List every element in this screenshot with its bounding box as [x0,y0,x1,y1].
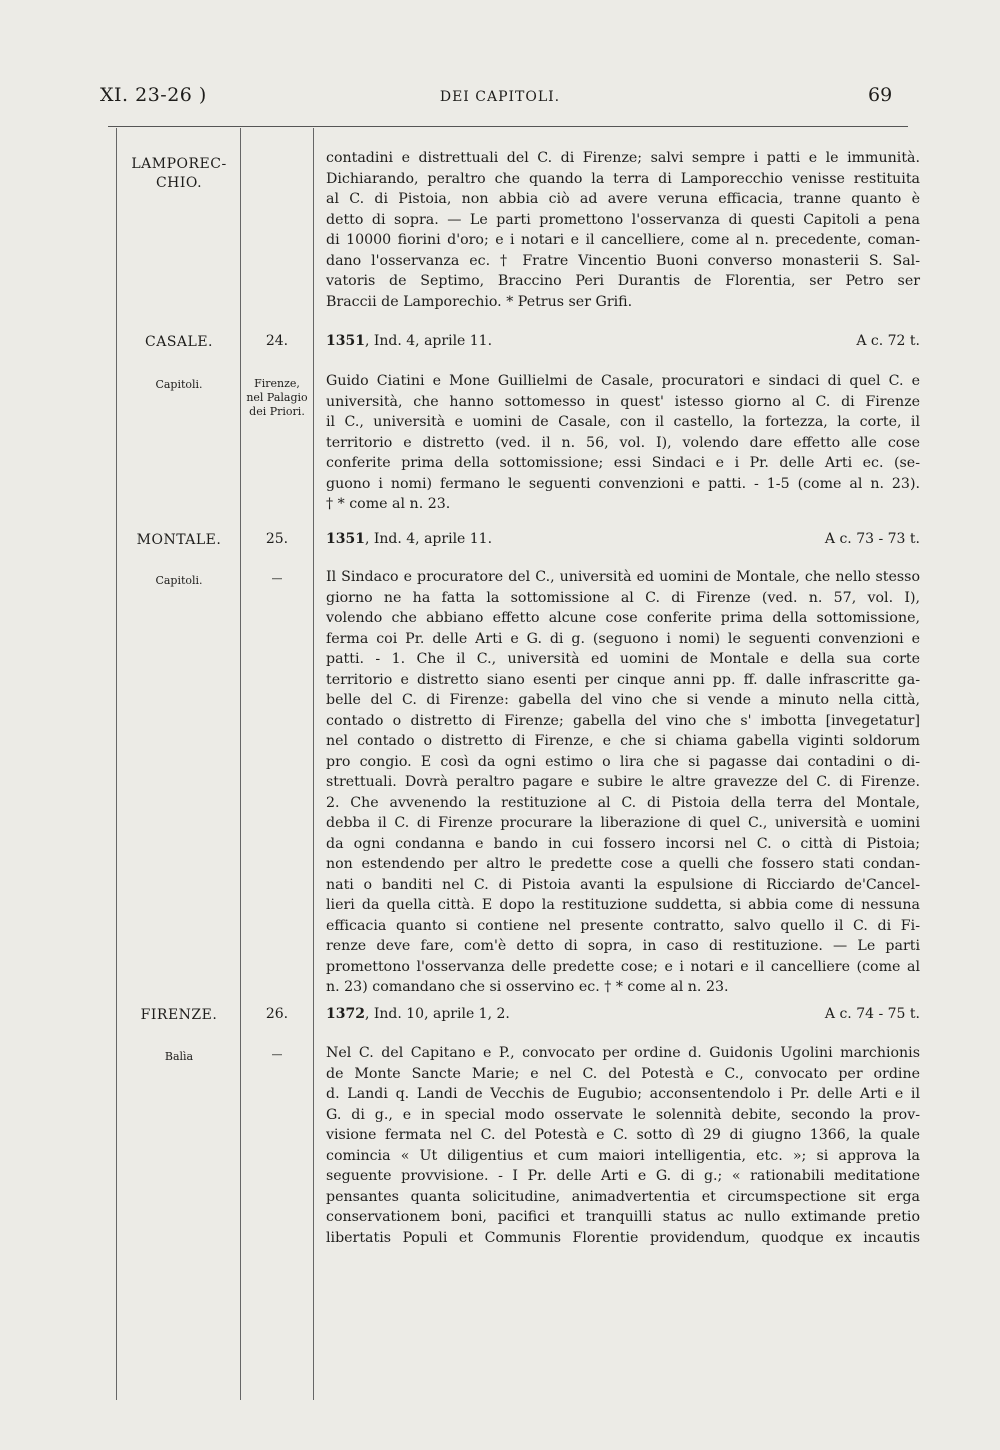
entry-place: LAMPOREC- CHIO. [131,156,227,191]
entry-kind: Balìa [164,1050,194,1063]
header-rule [108,126,908,127]
entry-number: 26. [265,1006,289,1022]
entry-issuer: — [271,1048,283,1061]
column-rule-middle [240,128,241,1400]
column-rule-left [116,128,117,1400]
entry-date: 1351, Ind. 4, aprile 11. [326,333,493,349]
entry-place: MONTALE. [136,532,222,548]
entry-date: 1351, Ind. 4, aprile 11. [326,531,493,547]
running-head-section: XI. 23-26 ) [100,84,207,106]
entry-place: CASALE. [145,334,213,350]
entry-text: contadini e distrettuali del C. di Firenze; salvi sempre i patti e le immunità. Dichiarando, peraltro che quando la terra di Lamporecchio venisse restituita al C. di Pistoia, non abbia ciò ad avere veruna efficacia, tranne quanto è detto di sopra. — Le parti promettono l'osservanza di questi Capitoli a pena di 10000 fiorini d'oro; e i notari e il cancelliere, come al n. precedente, coman- dano l'osservanza ec. † Fratre Vincentio Buoni converso monasterii S. Sal- vatoris de Septimo, Braccino Peri Durantis de Florentia, ser Petro ser Braccii de Lamporechio. * Petrus ser Grifi. [326,150,920,310]
entry-number: 24. [265,333,289,349]
entry-issuer: Firenze, nel Palagio dei Priori. [246,377,308,418]
entry-reference: A c. 72 t. [856,333,920,349]
column-rule-right [313,128,314,1400]
entry-text: Il Sindaco e procuratore del C., università ed uomini de Montale, che nello stesso giorno ne ha fatta la sottomissione al C. di Firenze (ved. n. 57, vol. I), volendo che abbiano effetto alcune cose conferite prima della sottomissione, ferma coi Pr. delle Arti e G. di g. (seguono i nomi) le seguenti convenzioni e patti. - 1. Che il C., università ed uomini de Montale e della sua corte territorio e distretto siano esenti per cinque anni pp. ff. dalle infrascritte ga- belle del C. di Firenze: gabella del vino che si vende a minuto nella città, contado o distretto di Firenze; gabella del vino che s' imbotta [invegetatur] nel contado o distretto di Firenze, e che si chiama gabella viginti soldorum pro congio. E così da ogni estimo o lira che si pagasse dai contadini o di- strettuali. Dovrà peraltro pagare e subire le altre gravezze del C. di Firenze. 2. Che avvenendo la restituzione al C. di Pistoia della terra del Montale, debba il C. di Firenze procurare la liberazione di quel C., università e uomini da ogni condanna e bando in cui fossero incorsi nel C. o città di Pistoia; non estendendo per altro le predette cose a quelli che fossero stati condan- nati o banditi nel C. di Pistoia avanti la espulsione di Ricciardo de'Cancel- lieri da quella città. E dopo la restituzione suddetta, si abbia come di nessuna efficacia quanto si contiene nel presente contratto, salvo quello il C. di Fi- renze deve fare, com'è detto di sopra, in caso di restituzione. — Le parti promettono l'osservanza delle predette cose; e i notari e il cancelliere (come al n. 23) comandano che si osservino ec. † * come al n. 23. [326,569,920,995]
entry-kind: Capitoli. [155,574,203,587]
entry-text: Guido Ciatini e Mone Guillielmi de Casale, procuratori e sindaci di quel C. e università, che hanno sottomesso in quest' istesso giorno al C. di Firenze il C., università e uomini de Casale, con il castello, la fortezza, la corte, il territorio e distretto (ved. il n. 56, vol. I), volendo dare effetto alle cose conferite prima della sottomissione; essi Sindaci e i Pr. delle Arti ec. (se- guono i nomi) fermano le seguenti convenzioni e patti. - 1-5 (come al n. 23). † * come al n. 23. [326,373,920,512]
entry-number: 25. [265,531,289,547]
entry-text: Nel C. del Capitano e P., convocato per ordine d. Guidonis Ugolini marchionis de Monte Sancte Marie; e nel C. del Potestà e C., convocato per ordine d. Landi q. Landi de Vecchis de Eugubio; acconsentendolo i Pr. delle Arti e il G. di g., e in special modo osservate le solennità debite, secondo la prov- visione fermata nel C. del Potestà e C. sotto dì 29 di giugno 1366, la quale comincia « Ut diligentius et cum maiori intelligentia, etc. »; si approva la seguente provvisione. - I Pr. delle Arti e G. di g.; « rationabili meditatione pensantes quanta solicitudine, animadvertentia et circumspectione sit erga conservationem boni, pacifici et tranquilli status ac nullo extimande pretio libertatis Populi et Communis Florentie providendum, quodque ex incautis [326,1045,920,1246]
entry-issuer: — [271,572,283,585]
entry-place: FIRENZE. [140,1007,218,1023]
entry-reference: A c. 74 - 75 t. [824,1006,920,1022]
entry-reference: A c. 73 - 73 t. [824,531,920,547]
running-head-title: DEI CAPITOLI. [439,89,561,105]
entry-kind: Capitoli. [155,378,203,391]
page-number: 69 [868,84,893,106]
entry-date: 1372, Ind. 10, aprile 1, 2. [326,1006,510,1022]
